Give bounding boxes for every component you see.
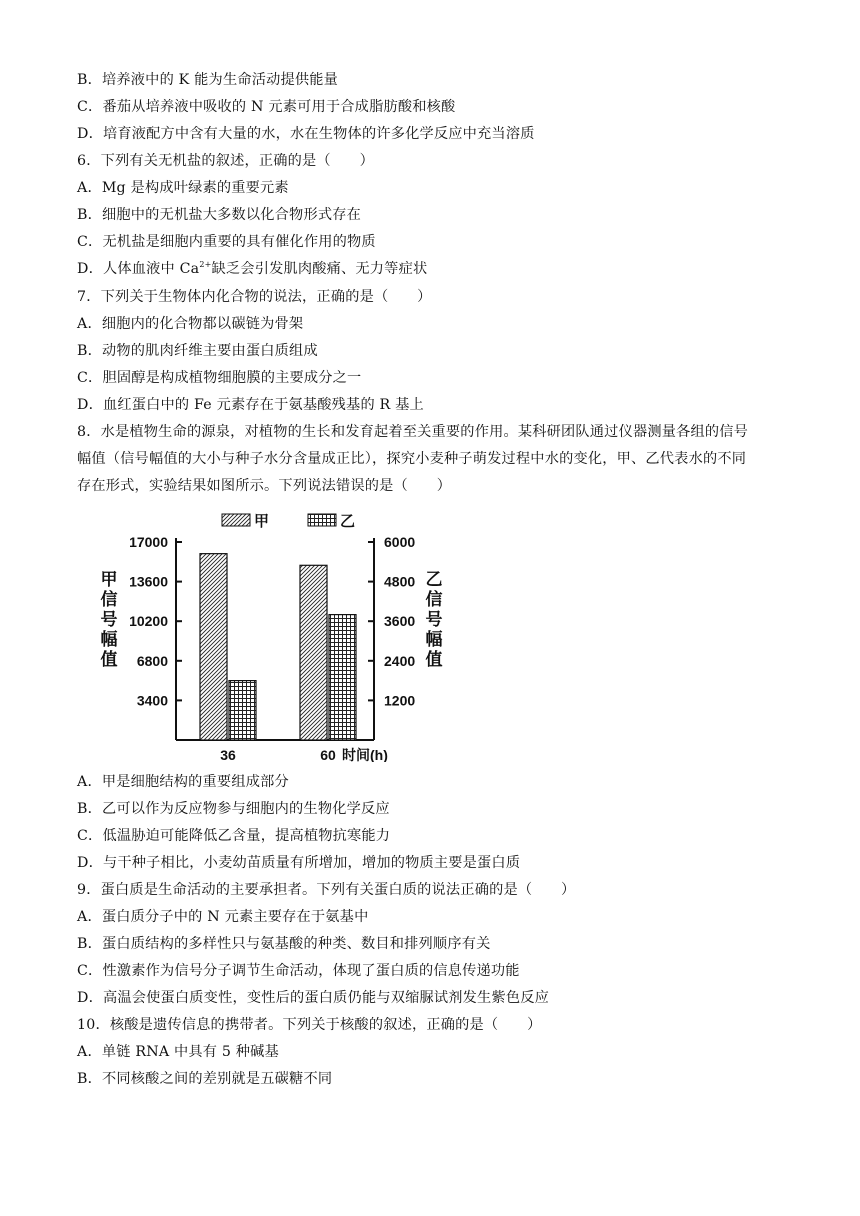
option-8a: A．甲是细胞结构的重要组成部分 (77, 774, 289, 790)
right-tick-label: 6000 (384, 534, 416, 550)
left-tick-label: 17000 (129, 534, 168, 550)
bar-乙-36 (229, 681, 256, 740)
question-8-stem-line1: 8．水是植物生命的源泉，对植物的生长和发育起着至关重要的作用。某科研团队通过仪器测量各组的信号 (77, 424, 749, 440)
left-tick-label: 3400 (136, 692, 168, 709)
option-10a: A．单链 RNA 中具有 5 种碱基 (77, 1044, 279, 1060)
x-tick-label: 60 (320, 747, 336, 762)
question-10-stem: 10．核酸是遗传信息的携带者。下列关于核酸的叙述，正确的是（ ） (77, 1017, 542, 1033)
signal-amplitude-chart (90, 506, 470, 762)
right-tick-label: 1200 (384, 692, 416, 709)
option-7c: C．胆固醇是构成植物细胞膜的主要成分之一 (77, 370, 362, 386)
option-6d-superscript: 2+ (199, 260, 212, 269)
option-6a: A．Mg 是构成叶绿素的重要元素 (77, 180, 289, 196)
left-axis-label: 甲信号幅值 (100, 570, 118, 670)
option-6d-pre: D．人体血液中 Ca (77, 261, 200, 277)
option-9d: D．高温会使蛋白质变性，变性后的蛋白质仍能与双缩脲试剂发生紫色反应 (77, 990, 549, 1006)
option-9c: C．性激素作为信号分子调节生命活动，体现了蛋白质的信息传递功能 (77, 963, 520, 979)
option-5d: D．培育液配方中含有大量的水，水在生物体的许多化学反应中充当溶质 (77, 126, 535, 142)
option-8d: D．与干种子相比，小麦幼苗质量有所增加，增加的物质主要是蛋白质 (77, 855, 521, 871)
option-6c: C．无机盐是细胞内重要的具有催化作用的物质 (77, 234, 376, 250)
left-tick-label: 6800 (136, 652, 168, 669)
bar-甲-36 (200, 554, 227, 740)
bar-甲-60 (300, 565, 327, 740)
option-5b: B．培养液中的 K 能为生命活动提供能量 (77, 72, 339, 88)
legend-swatch-甲 (222, 514, 250, 526)
option-9a: A．蛋白质分子中的 N 元素主要存在于氨基中 (77, 909, 369, 925)
right-axis-label: 乙信号幅值 (425, 570, 443, 670)
option-6d-post: 缺乏会引发肌肉酸痛、无力等症状 (211, 261, 428, 277)
option-7d: D．血红蛋白中的 Fe 元素存在于氨基酸残基的 R 基上 (77, 397, 424, 413)
option-5c: C．番茄从培养液中吸收的 N 元素可用于合成脂肪酸和核酸 (77, 99, 456, 115)
x-axis-label: 时间(h) (342, 747, 388, 762)
option-9b: B．蛋白质结构的多样性只与氨基酸的种类、数目和排列顺序有关 (77, 936, 491, 952)
legend-label-甲: 甲 (254, 513, 270, 530)
option-8b: B．乙可以作为反应物参与细胞内的生物化学反应 (77, 801, 390, 817)
chart-ticks (129, 534, 415, 762)
left-tick-label: 10200 (129, 613, 168, 630)
option-7b: B．动物的肌肉纤维主要由蛋白质组成 (77, 343, 318, 359)
option-6d (77, 259, 427, 279)
option-7a: A．细胞内的化合物都以碳链为骨架 (77, 316, 304, 332)
option-10b: B．不同核酸之间的差别就是五碳糖不同 (77, 1071, 333, 1087)
option-8c: C．低温胁迫可能降低乙含量，提高植物抗寒能力 (77, 828, 391, 844)
question-8-stem-line3: 存在形式，实验结果如图所示。下列说法错误的是（ ） (77, 478, 452, 494)
right-tick-label: 3600 (384, 613, 416, 630)
chart-bars (200, 554, 356, 740)
question-6-stem: 6．下列有关无机盐的叙述，正确的是（ ） (77, 153, 374, 169)
bar-乙-60 (329, 615, 356, 740)
legend-swatch-乙 (308, 514, 336, 526)
question-7-stem: 7．下列关于生物体内化合物的说法，正确的是（ ） (77, 289, 432, 305)
right-tick-label: 4800 (384, 573, 416, 590)
question-8-stem-line2: 幅值（信号幅值的大小与种子水分含量成正比），探究小麦种子萌发过程中水的变化，甲、乙代表水的不同 (77, 451, 747, 467)
option-6b: B．细胞中的无机盐大多数以化合物形式存在 (77, 207, 361, 223)
chart-legend (222, 513, 355, 530)
x-tick-label: 36 (220, 747, 236, 762)
left-tick-label: 13600 (129, 573, 168, 590)
right-tick-label: 2400 (384, 652, 416, 669)
question-9-stem: 9．蛋白质是生命活动的主要承担者。下列有关蛋白质的说法正确的是（ ） (77, 882, 576, 898)
legend-label-乙: 乙 (340, 513, 356, 530)
